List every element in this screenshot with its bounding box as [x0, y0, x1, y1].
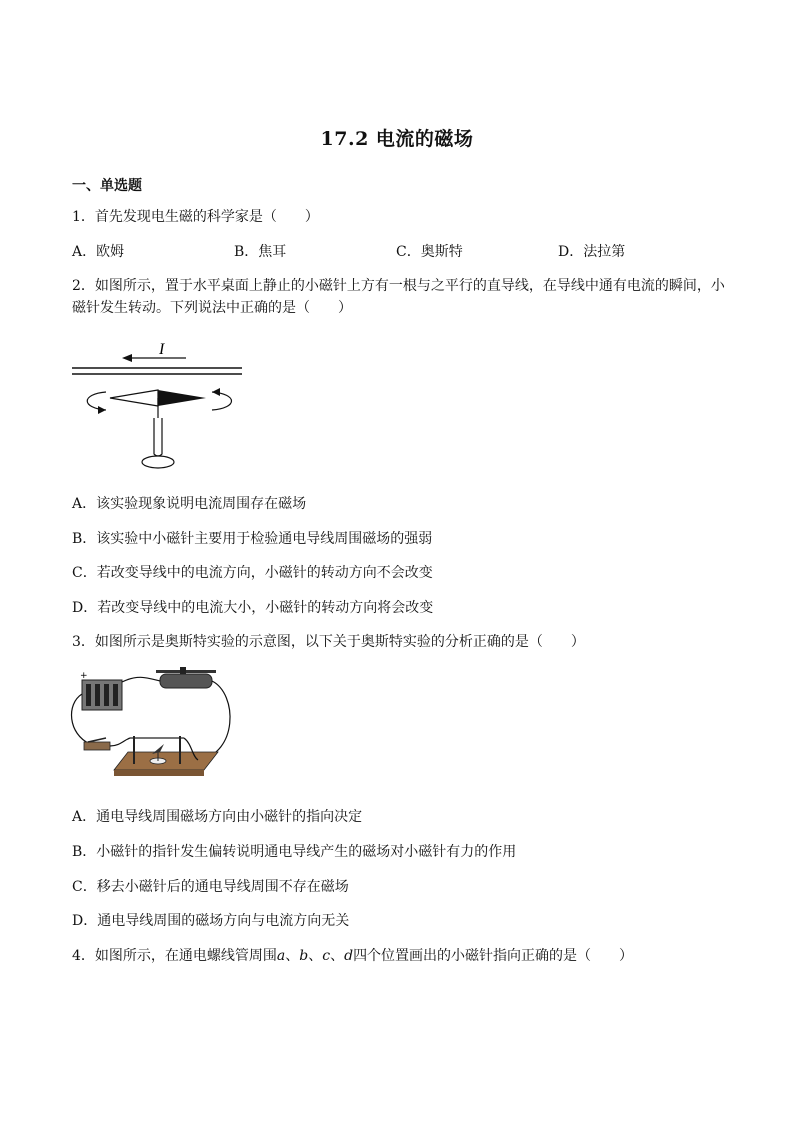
- battery-plus-glyph: +: [80, 671, 88, 681]
- page-title: 17.2 电流的磁场: [320, 128, 474, 150]
- question-4-stem-end: 四个位置画出的小磁针指向正确的是（ ）: [353, 948, 634, 964]
- question-3-option-c: C．移去小磁针后的通电导线周围不存在磁场: [72, 879, 349, 895]
- rotation-arc-right: [212, 392, 232, 410]
- needle-south: [110, 390, 158, 406]
- question-2-option-b: B．该实验中小磁针主要用于检验通电导线周围磁场的强弱: [72, 531, 433, 547]
- rheostat-coil: [160, 674, 212, 688]
- rotation-arc-left: [87, 392, 106, 410]
- var-c: c: [322, 948, 331, 964]
- battery-cell-4: [113, 684, 118, 706]
- rotation-arrow-left: [98, 406, 106, 414]
- var-b: b: [299, 948, 309, 964]
- wire-switch-post: [110, 738, 130, 746]
- rotation-arrow-right: [212, 388, 220, 396]
- question-3-option-a: A．通电导线周围磁场方向由小磁针的指向决定: [72, 809, 363, 825]
- option-c: C．奥斯特: [396, 244, 463, 260]
- question-4-stem: [72, 945, 633, 967]
- needle-north: [158, 390, 206, 406]
- switch-lever: [88, 738, 106, 742]
- option-d: D．法拉第: [558, 244, 626, 260]
- var-d: d: [344, 948, 354, 964]
- question-2-option-a: A．该实验现象说明电流周围存在磁场: [72, 496, 307, 512]
- stand-base: [142, 456, 174, 468]
- oersted-experiment-figure: [68, 664, 240, 790]
- section-heading: 一、单选题: [72, 178, 142, 194]
- question-3-option-d: D．通电导线周围的磁场方向与电流方向无关: [72, 913, 350, 929]
- current-arrow-head: [122, 354, 132, 362]
- separator: 、: [330, 948, 345, 964]
- question-2-stem-line-2: 磁针发生转动。下列说法中正确的是（ ）: [72, 300, 352, 316]
- option-b: B．焦耳: [234, 244, 287, 260]
- question-2-option-c: C．若改变导线中的电流方向，小磁针的转动方向不会改变: [72, 565, 433, 581]
- question-4-stem-start: 4．如图所示，在通电螺线管周围: [72, 948, 277, 964]
- separator: 、: [308, 948, 323, 964]
- question-2-stem-line-1: 2．如图所示，置于水平桌面上静止的小磁针上方有一根与之平行的直导线，在导线中通有电流的瞬间，小: [72, 278, 725, 294]
- question-1-stem: 1．首先发现电生磁的科学家是（ ）: [72, 209, 319, 225]
- battery-cell-1: [86, 684, 91, 706]
- question-3-stem: 3．如图所示是奥斯特实验的示意图，以下关于奥斯特实验的分析正确的是（ ）: [72, 634, 585, 650]
- separator: 、: [285, 948, 300, 964]
- var-a: a: [276, 948, 286, 964]
- rheostat-slider: [180, 667, 186, 674]
- question-2-option-d: D．若改变导线中的电流大小，小磁针的转动方向将会改变: [72, 600, 434, 616]
- question-3-option-b: B．小磁针的指针发生偏转说明通电导线产生的磁场对小磁针有力的作用: [72, 844, 517, 860]
- switch-base: [84, 742, 110, 750]
- current-label: I: [159, 341, 165, 358]
- wire-compass-figure: [66, 336, 250, 472]
- question-1-options: [72, 241, 720, 261]
- stand-post: [154, 418, 162, 456]
- wire-right-loop: [198, 681, 230, 760]
- option-a: A．欧姆: [72, 244, 125, 260]
- battery-cell-3: [104, 684, 109, 706]
- wire-battery-rheostat: [122, 677, 160, 682]
- battery-cell-2: [95, 684, 100, 706]
- board-edge: [114, 770, 204, 776]
